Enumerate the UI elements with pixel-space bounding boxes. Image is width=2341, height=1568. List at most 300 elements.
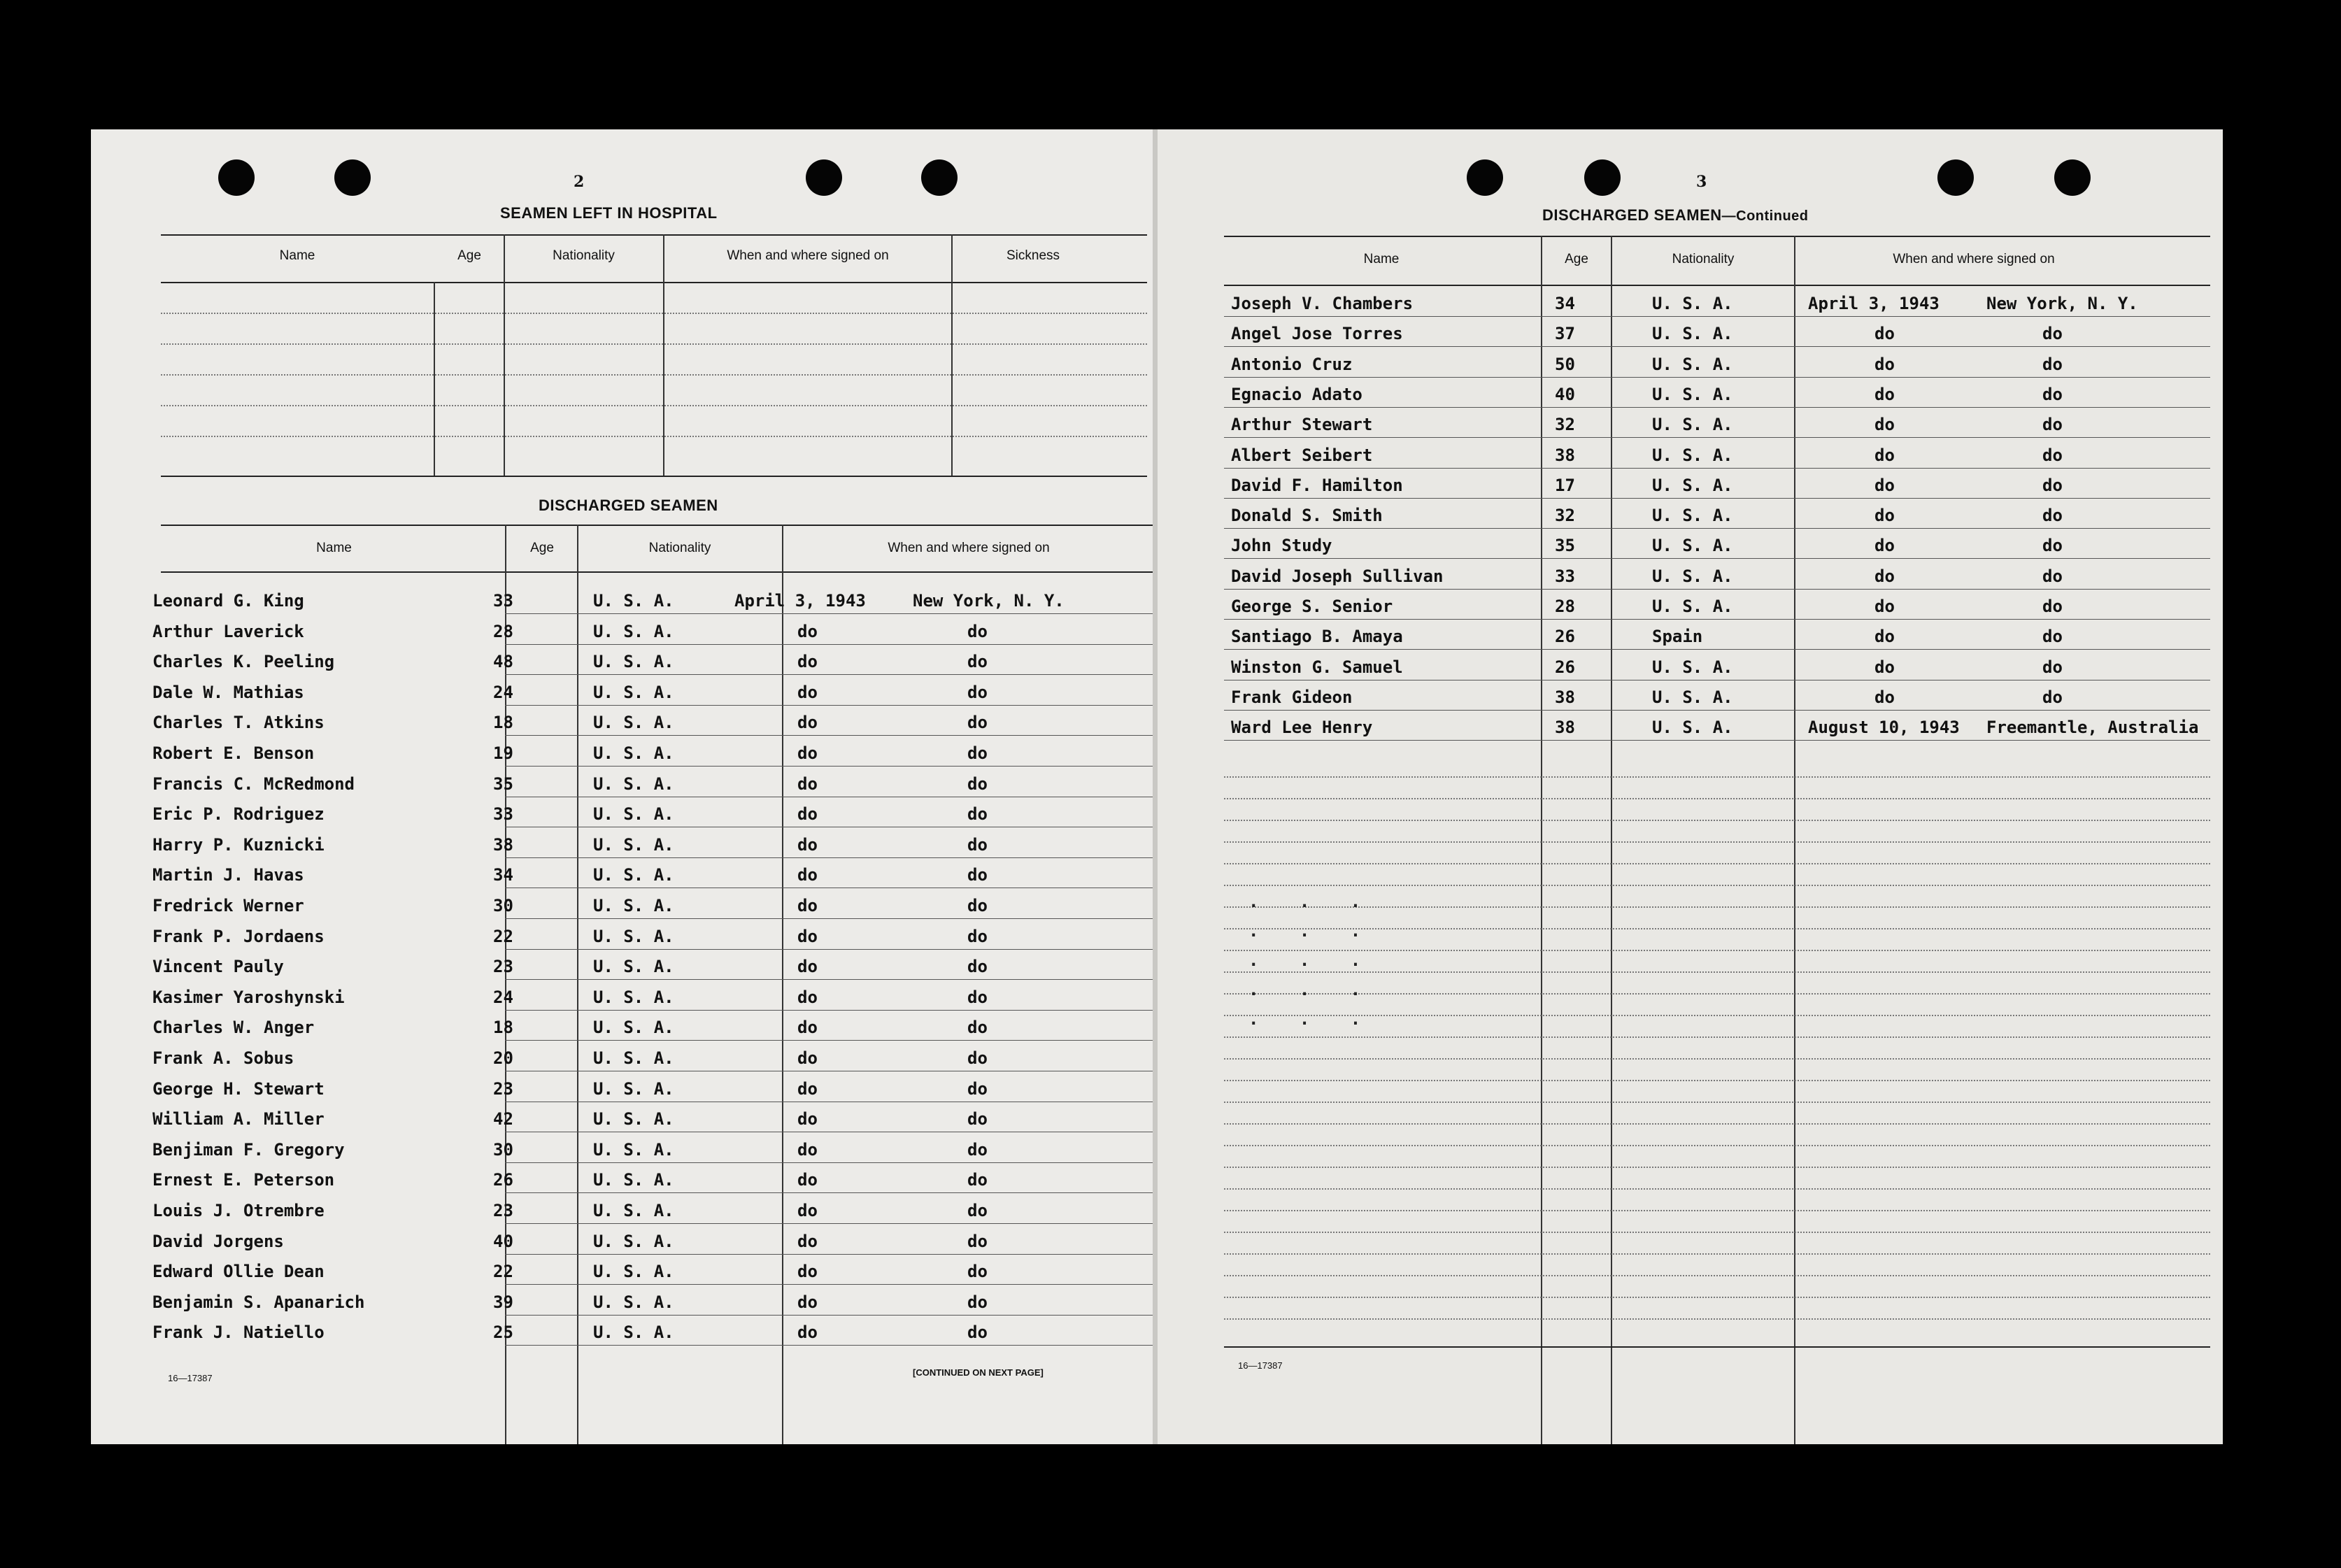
cell-signed-place: do <box>967 1292 988 1312</box>
row-rule <box>1224 377 2210 378</box>
cell-age: 40 <box>1555 384 1575 404</box>
cell-age: 30 <box>493 1139 513 1160</box>
punch-hole <box>218 159 255 196</box>
blank-line <box>1224 1145 2210 1146</box>
cell-signed-date: do <box>797 774 818 794</box>
cell-nationality: U. S. A. <box>1652 597 1733 616</box>
rule <box>161 282 1147 283</box>
cell-signed-date: do <box>797 804 818 825</box>
cell-signed-date: do <box>1874 384 1895 404</box>
row-rule <box>1224 710 2210 711</box>
cell-nationality: U. S. A. <box>593 652 674 672</box>
row-rule <box>505 979 1154 980</box>
row-rule <box>505 674 1154 675</box>
cell-signed-place: New York, N. Y. <box>1986 294 2138 313</box>
cell-name: Frank Gideon <box>1231 687 1353 707</box>
cell-signed-place: do <box>2042 384 2063 404</box>
hospital-section-title: SEAMEN LEFT IN HOSPITAL <box>500 204 718 222</box>
column-divider <box>951 234 953 476</box>
header-signed: When and where signed on <box>1893 252 2055 266</box>
cell-signed-place: do <box>967 1323 988 1343</box>
table-row <box>91 713 1154 743</box>
cell-signed-place: do <box>2042 566 2063 586</box>
cell-signed-place: do <box>2042 506 2063 526</box>
right-page <box>1158 129 2223 1444</box>
cell-signed-date: do <box>797 1201 818 1220</box>
table-row <box>91 1292 1154 1323</box>
cell-name: Dale W. Mathias <box>152 682 304 702</box>
cell-name: George H. Stewart <box>152 1078 325 1099</box>
row-rule <box>1224 498 2210 499</box>
cell-signed-place: do <box>2042 627 2063 647</box>
cell-signed-place: do <box>2042 354 2063 374</box>
punch-hole <box>806 159 842 196</box>
cell-nationality: U. S. A. <box>593 591 674 611</box>
row-rule <box>1224 589 2210 590</box>
cell-age: 39 <box>493 1292 513 1312</box>
cell-nationality: U. S. A. <box>1652 536 1733 556</box>
cell-nationality: U. S. A. <box>593 1078 674 1099</box>
blank-line <box>1224 1232 2210 1233</box>
table-row <box>91 927 1154 957</box>
cell-age: 17 <box>1555 475 1575 495</box>
cell-signed-place: do <box>2042 324 2063 344</box>
cell-nationality: U. S. A. <box>593 987 674 1007</box>
row-rule <box>505 949 1154 950</box>
cell-nationality: U. S. A. <box>593 1139 674 1160</box>
cell-name: Martin J. Havas <box>152 865 304 885</box>
rule <box>161 234 1147 236</box>
cell-age: 18 <box>493 1018 513 1038</box>
punch-hole <box>2054 159 2091 196</box>
row-rule <box>505 1192 1154 1193</box>
cell-age: 35 <box>1555 536 1575 556</box>
form-code: 16—17387 <box>1238 1360 1283 1371</box>
cell-name: David Jorgens <box>152 1231 284 1251</box>
blank-line <box>1224 863 2210 864</box>
cell-signed-date: do <box>797 652 818 672</box>
row-rule <box>1224 437 2210 438</box>
cell-name: Charles W. Anger <box>152 1018 315 1038</box>
cell-signed-place: do <box>967 652 988 672</box>
cell-signed-place: do <box>2042 687 2063 707</box>
cell-nationality: U. S. A. <box>1652 384 1733 404</box>
cell-signed-date: do <box>797 957 818 977</box>
table-row <box>91 743 1154 774</box>
row-rule <box>1224 740 2210 741</box>
cell-signed-place: do <box>967 865 988 885</box>
punch-hole <box>1937 159 1974 196</box>
page-number: 3 <box>1696 173 1707 191</box>
cell-age: 48 <box>493 652 513 672</box>
cell-age: 18 <box>493 713 513 733</box>
ditto-dots: . . . <box>1248 921 1376 941</box>
cell-nationality: U. S. A. <box>593 896 674 915</box>
punch-hole <box>1584 159 1621 196</box>
row-rule <box>505 705 1154 706</box>
cell-name: David F. Hamilton <box>1231 475 1403 495</box>
cell-name: Francis C. McRedmond <box>152 774 355 794</box>
cell-nationality: U. S. A. <box>1652 475 1733 495</box>
cell-age: 28 <box>493 621 513 641</box>
hospital-header-sickness: Sickness <box>1006 248 1060 263</box>
table-row <box>1158 476 2223 506</box>
cell-name: Albert Seibert <box>1231 445 1373 465</box>
cell-age: 24 <box>493 987 513 1007</box>
cell-signed-place: New York, N. Y. <box>913 591 1065 611</box>
cell-signed-date: do <box>1874 445 1895 465</box>
cell-age: 24 <box>493 682 513 702</box>
cell-signed-place: do <box>967 1048 988 1068</box>
blank-line <box>1224 1253 2210 1255</box>
cell-signed-date: do <box>1874 627 1895 647</box>
cell-signed-date: do <box>797 926 818 946</box>
table-row <box>91 591 1154 622</box>
blank-line <box>1224 798 2210 799</box>
left-page <box>91 129 1154 1444</box>
cell-age: 20 <box>493 1048 513 1068</box>
cell-nationality: U. S. A. <box>593 1262 674 1282</box>
blank-line <box>1224 1210 2210 1211</box>
cell-signed-date: do <box>797 896 818 915</box>
cell-signed-place: do <box>967 682 988 702</box>
cell-name: John Study <box>1231 536 1332 556</box>
row-rule <box>1224 316 2210 317</box>
table-row <box>91 1232 1154 1262</box>
cell-signed-place: do <box>967 1139 988 1160</box>
punch-hole <box>1467 159 1503 196</box>
cell-nationality: U. S. A. <box>1652 687 1733 707</box>
discharged-header-signed: When and where signed on <box>888 541 1050 555</box>
blank-line <box>1224 820 2210 821</box>
cell-age: 37 <box>1555 324 1575 344</box>
table-row <box>91 865 1154 896</box>
section-title-suffix: —Continued <box>1721 208 1809 224</box>
cell-name: Angel Jose Torres <box>1231 324 1403 344</box>
cell-nationality: U. S. A. <box>593 865 674 885</box>
cell-signed-place: do <box>2042 536 2063 556</box>
row-rule <box>505 1315 1154 1316</box>
cell-signed-place: do <box>2042 415 2063 435</box>
cell-signed-date: April 3, 1943 <box>734 591 866 611</box>
cell-nationality: U. S. A. <box>593 926 674 946</box>
cell-age: 33 <box>493 591 513 611</box>
table-row <box>1158 355 2223 385</box>
table-row <box>91 774 1154 805</box>
table-row <box>91 957 1154 988</box>
table-row <box>91 1201 1154 1232</box>
row-rule <box>505 766 1154 767</box>
table-row <box>1158 687 2223 718</box>
row-rule <box>505 1223 1154 1224</box>
cell-age: 26 <box>493 1170 513 1190</box>
rule <box>161 525 1154 526</box>
cell-age: 23 <box>493 1078 513 1099</box>
cell-signed-place: do <box>2042 445 2063 465</box>
cell-nationality: U. S. A. <box>1652 324 1733 344</box>
blank-line <box>1224 1080 2210 1081</box>
cell-age: 33 <box>493 804 513 825</box>
cell-age: 26 <box>1555 657 1575 677</box>
row-rule <box>505 1254 1154 1255</box>
cell-name: Egnacio Adato <box>1231 384 1362 404</box>
table-row <box>91 804 1154 835</box>
discharged-header-age: Age <box>530 541 554 555</box>
row-rule <box>1224 528 2210 529</box>
cell-signed-date: do <box>797 1048 818 1068</box>
cell-nationality: Spain <box>1652 627 1703 647</box>
row-rule <box>1224 407 2210 408</box>
form-code: 16—17387 <box>168 1373 213 1383</box>
table-row <box>1158 536 2223 566</box>
cell-age: 35 <box>493 774 513 794</box>
table-row <box>91 1079 1154 1110</box>
cell-signed-place: do <box>967 926 988 946</box>
header-age: Age <box>1565 252 1588 266</box>
cell-signed-date: do <box>797 1170 818 1190</box>
table-row <box>1158 597 2223 627</box>
hospital-header-age: Age <box>457 248 481 263</box>
cell-signed-date: do <box>797 865 818 885</box>
cell-signed-place: do <box>967 957 988 977</box>
cell-signed-place: do <box>967 1018 988 1038</box>
cell-nationality: U. S. A. <box>593 1109 674 1129</box>
cell-name: Donald S. Smith <box>1231 506 1383 526</box>
rule <box>161 313 1147 314</box>
cell-name: Benjiman F. Gregory <box>152 1139 345 1160</box>
blank-line <box>1224 1167 2210 1168</box>
table-row <box>1158 566 2223 597</box>
cell-name: Ward Lee Henry <box>1231 718 1373 738</box>
cell-age: 40 <box>493 1231 513 1251</box>
blank-line <box>1224 1275 2210 1276</box>
table-row <box>91 835 1154 866</box>
rule <box>1224 236 2210 237</box>
table-row <box>1158 294 2223 325</box>
cell-name: Frank A. Sobus <box>152 1048 294 1068</box>
cell-signed-date: do <box>797 743 818 763</box>
cell-name: Robert E. Benson <box>152 743 315 763</box>
cell-nationality: U. S. A. <box>593 713 674 733</box>
cell-nationality: U. S. A. <box>593 774 674 794</box>
cell-age: 28 <box>1555 597 1575 616</box>
cell-signed-date: do <box>797 834 818 855</box>
cell-signed-date: do <box>797 682 818 702</box>
cell-signed-date: do <box>797 1292 818 1312</box>
rule <box>161 571 1154 573</box>
cell-signed-place: do <box>967 774 988 794</box>
discharged-header-name: Name <box>316 541 352 555</box>
header-nationality: Nationality <box>1672 252 1735 266</box>
blank-line <box>1224 1123 2210 1125</box>
cell-nationality: U. S. A. <box>593 1292 674 1312</box>
row-rule <box>1224 468 2210 469</box>
table-row <box>91 896 1154 927</box>
row-rule <box>1224 346 2210 347</box>
table-row <box>91 1140 1154 1171</box>
row-rule <box>505 918 1154 919</box>
table-row <box>91 1018 1154 1048</box>
cell-signed-date: do <box>1874 354 1895 374</box>
cell-signed-date: do <box>1874 657 1895 677</box>
table-row <box>1158 385 2223 415</box>
table-row <box>1158 446 2223 476</box>
page-number: 2 <box>574 173 585 191</box>
table-row <box>1158 718 2223 748</box>
ditto-dots: . . . <box>1248 980 1376 999</box>
continued-note: [CONTINUED ON NEXT PAGE] <box>913 1367 1044 1378</box>
cell-name: Frank J. Natiello <box>152 1323 325 1343</box>
table-row <box>1158 415 2223 446</box>
cell-name: Santiago B. Amaya <box>1231 627 1403 647</box>
cell-name: Kasimer Yaroshynski <box>152 987 345 1007</box>
cell-name: William A. Miller <box>152 1109 325 1129</box>
cell-nationality: U. S. A. <box>1652 506 1733 526</box>
cell-nationality: U. S. A. <box>593 1231 674 1251</box>
punch-hole <box>921 159 958 196</box>
blank-line <box>1224 1058 2210 1060</box>
cell-age: 25 <box>493 1323 513 1343</box>
cell-signed-place: do <box>967 834 988 855</box>
cell-nationality: U. S. A. <box>1652 566 1733 586</box>
cell-name: Ernest E. Peterson <box>152 1170 335 1190</box>
cell-name: Joseph V. Chambers <box>1231 294 1414 313</box>
row-rule <box>505 735 1154 736</box>
cell-signed-place: do <box>967 1231 988 1251</box>
cell-signed-date: do <box>1874 324 1895 344</box>
table-row <box>1158 627 2223 657</box>
table-row <box>91 1262 1154 1292</box>
blank-line <box>1224 885 2210 886</box>
blank-line <box>1224 1102 2210 1103</box>
table-row <box>91 988 1154 1018</box>
table-row <box>91 1048 1154 1079</box>
cell-signed-date: August 10, 1943 <box>1808 718 1960 738</box>
rule <box>161 374 1147 376</box>
cell-age: 32 <box>1555 415 1575 435</box>
cell-nationality: U. S. A. <box>1652 657 1733 677</box>
cell-nationality: U. S. A. <box>593 1170 674 1190</box>
blank-line <box>1224 1188 2210 1190</box>
cell-nationality: U. S. A. <box>1652 415 1733 435</box>
column-divider <box>504 234 505 476</box>
cell-age: 23 <box>493 957 513 977</box>
cell-signed-place: do <box>967 987 988 1007</box>
cell-age: 30 <box>493 896 513 915</box>
cell-nationality: U. S. A. <box>593 1018 674 1038</box>
header-name: Name <box>1363 252 1400 266</box>
cell-signed-place: do <box>2042 597 2063 616</box>
section-title-text: DISCHARGED SEAMEN <box>1542 206 1722 224</box>
row-rule <box>505 1040 1154 1041</box>
cell-age: 19 <box>493 743 513 763</box>
cell-signed-place: do <box>2042 657 2063 677</box>
blank-line <box>1224 1036 2210 1038</box>
discharged-header-nationality: Nationality <box>648 541 711 555</box>
cell-age: 34 <box>493 865 513 885</box>
cell-age: 26 <box>1555 627 1575 647</box>
cell-age: 22 <box>493 1262 513 1282</box>
cell-signed-place: do <box>967 1170 988 1190</box>
row-rule <box>1224 558 2210 559</box>
column-divider <box>663 234 664 476</box>
cell-age: 50 <box>1555 354 1575 374</box>
cell-name: Harry P. Kuznicki <box>152 834 325 855</box>
rule <box>1224 285 2210 286</box>
cell-signed-place: do <box>967 1201 988 1220</box>
cell-age: 38 <box>493 834 513 855</box>
cell-signed-date: do <box>1874 566 1895 586</box>
rule <box>161 343 1147 345</box>
cell-signed-place: do <box>967 743 988 763</box>
row-rule <box>505 1345 1154 1346</box>
cell-signed-date: do <box>1874 597 1895 616</box>
rule <box>161 405 1147 406</box>
cell-name: Louis J. Otrembre <box>152 1201 325 1220</box>
cell-age: 38 <box>1555 687 1575 707</box>
cell-name: David Joseph Sullivan <box>1231 566 1444 586</box>
table-row <box>91 1109 1154 1140</box>
row-rule <box>1224 649 2210 650</box>
cell-name: Fredrick Werner <box>152 896 304 915</box>
cell-signed-place: do <box>967 1262 988 1282</box>
ditto-dots: . . . <box>1248 892 1376 911</box>
cell-name: Arthur Stewart <box>1231 415 1373 435</box>
blank-line <box>1224 971 2210 973</box>
table-row <box>1158 657 2223 688</box>
cell-name: Winston G. Samuel <box>1231 657 1403 677</box>
table-row <box>91 1170 1154 1201</box>
cell-signed-place: do <box>967 621 988 641</box>
cell-name: Charles K. Peeling <box>152 652 335 672</box>
cell-signed-place: do <box>967 713 988 733</box>
row-rule <box>505 613 1154 614</box>
row-rule <box>505 857 1154 858</box>
cell-nationality: U. S. A. <box>593 804 674 825</box>
cell-nationality: U. S. A. <box>593 957 674 977</box>
column-divider <box>434 282 435 476</box>
table-row <box>91 622 1154 653</box>
hospital-header-signed: When and where signed on <box>727 248 889 263</box>
cell-signed-date: do <box>797 987 818 1007</box>
cell-signed-place: Freemantle, Australia <box>1986 718 2199 738</box>
cell-age: 33 <box>1555 566 1575 586</box>
cell-nationality: U. S. A. <box>593 682 674 702</box>
cell-nationality: U. S. A. <box>593 834 674 855</box>
cell-nationality: U. S. A. <box>593 1323 674 1343</box>
cell-name: Arthur Laverick <box>152 621 304 641</box>
table-row <box>1158 324 2223 355</box>
discharged-section-title: DISCHARGED SEAMEN <box>539 497 718 514</box>
cell-name: Eric P. Rodriguez <box>152 804 325 825</box>
cell-name: Edward Ollie Dean <box>152 1262 325 1282</box>
rule <box>161 476 1147 477</box>
ditto-dots: . . . <box>1248 1009 1376 1029</box>
cell-age: 34 <box>1555 294 1575 313</box>
cell-age: 42 <box>493 1109 513 1129</box>
row-rule <box>1224 619 2210 620</box>
cell-nationality: U. S. A. <box>1652 354 1733 374</box>
cell-name: George S. Senior <box>1231 597 1393 616</box>
punch-hole <box>334 159 371 196</box>
table-row <box>91 652 1154 683</box>
hospital-header-nationality: Nationality <box>553 248 615 263</box>
row-rule <box>505 1010 1154 1011</box>
blank-line <box>1224 1318 2210 1320</box>
cell-name: Antonio Cruz <box>1231 354 1353 374</box>
cell-signed-place: do <box>967 1078 988 1099</box>
cell-name: Vincent Pauly <box>152 957 284 977</box>
